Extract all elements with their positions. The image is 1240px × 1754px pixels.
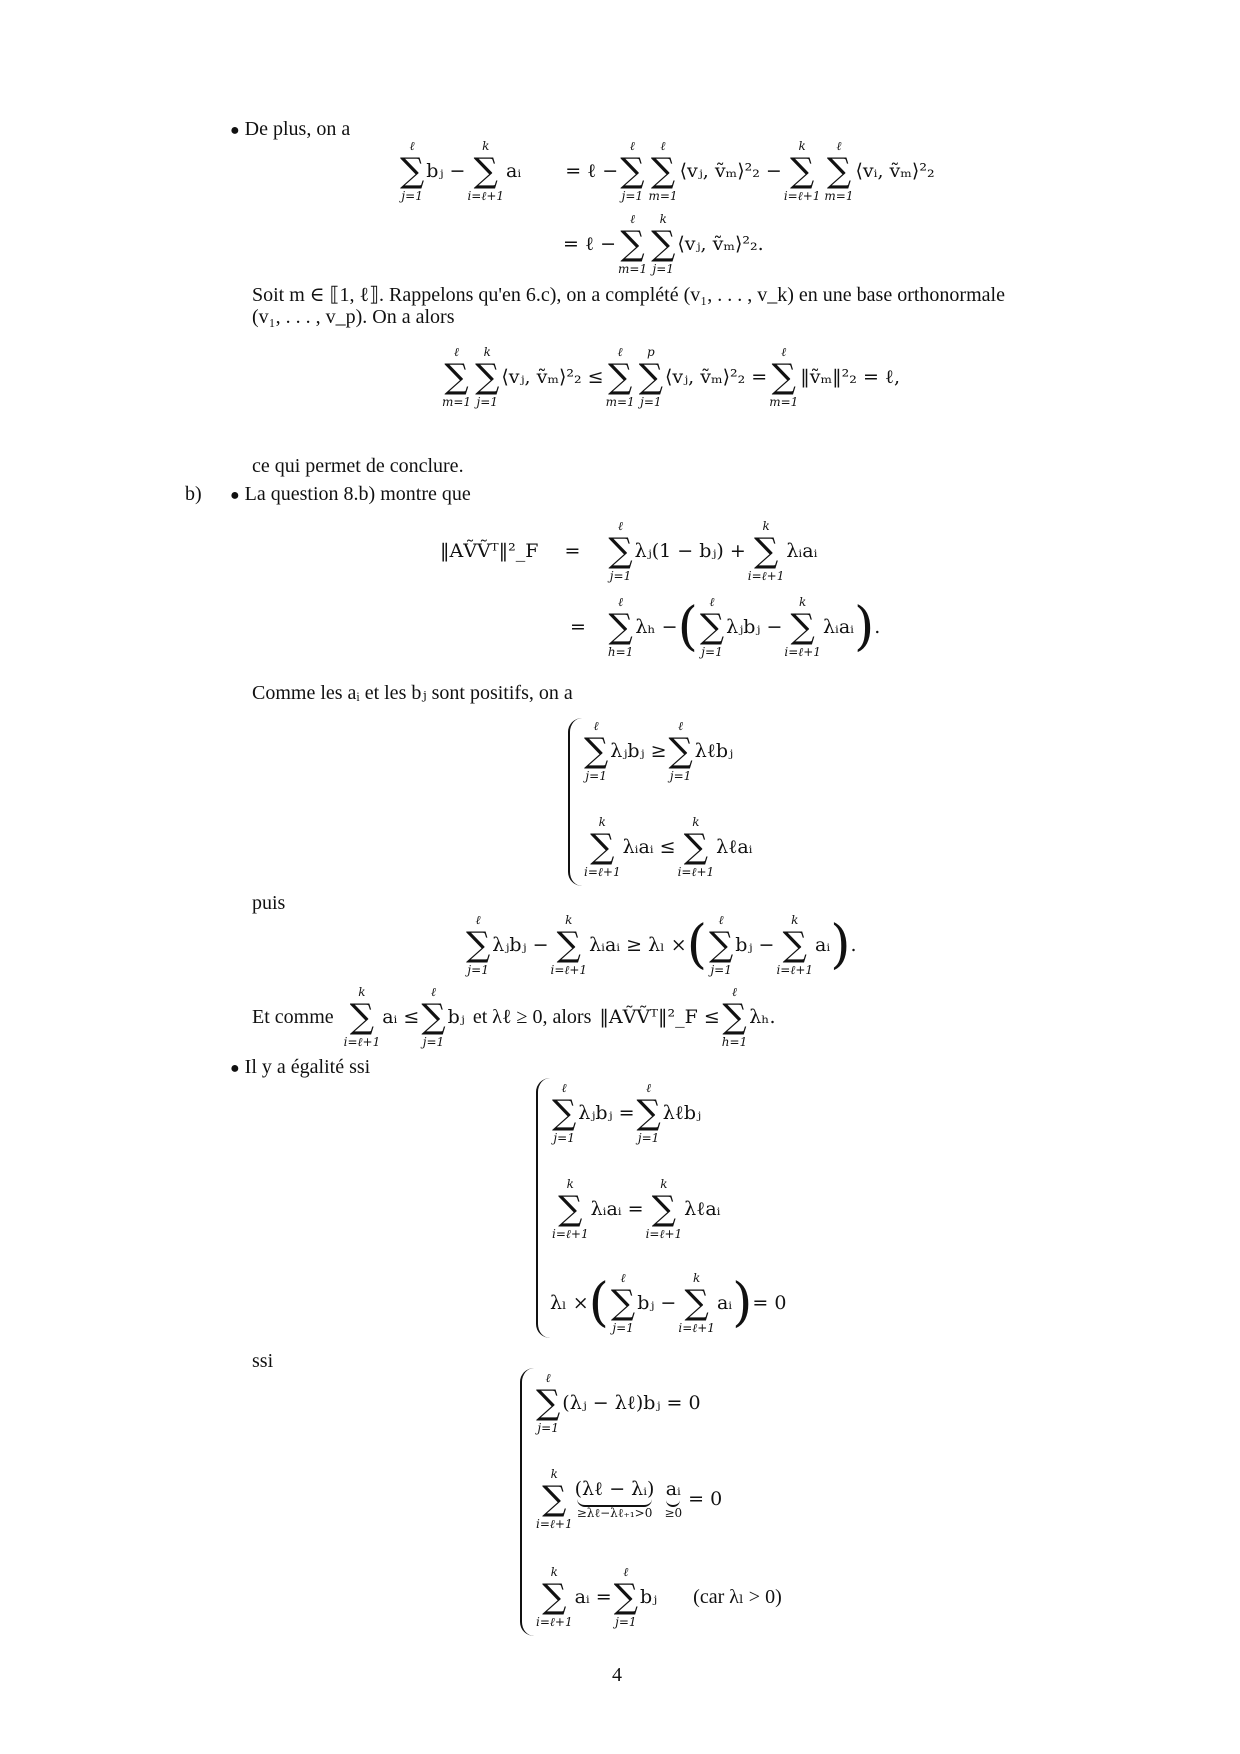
math-text: λⱼbⱼ − xyxy=(726,615,783,638)
system-3-row-2 xyxy=(534,1468,722,1530)
left-brace xyxy=(568,718,582,886)
conclure-text: ce qui permet de conclure. xyxy=(252,455,464,477)
right-paren: ) xyxy=(853,597,875,657)
sum-operator: ℓ ∑ j=1 xyxy=(668,719,693,783)
bullet-1: ● De plus, on a xyxy=(230,118,351,140)
sum-operator: ℓ ∑ h=1 xyxy=(607,595,634,659)
math-text: λᵢaᵢ ≥ λₗ × xyxy=(589,933,687,956)
math-text: λⱼbⱼ = xyxy=(578,1101,635,1124)
sum-operator: ℓ ∑ j=1 xyxy=(610,1271,636,1335)
page-number: 4 xyxy=(612,1664,622,1686)
math-text: λℓaᵢ xyxy=(684,1197,721,1220)
puis-text: puis xyxy=(252,892,286,914)
right-paren: ) xyxy=(732,1273,753,1333)
math-text: ‖AṼṼᵀ‖²_F ≤ xyxy=(599,1005,720,1028)
sum-operator: ℓ ∑ m=1 xyxy=(824,139,854,203)
sum-operator: ℓ ∑ j=1 xyxy=(466,913,491,977)
math-text: (λⱼ − λℓ)bⱼ = 0 xyxy=(562,1391,701,1414)
left-paren: ( xyxy=(686,915,708,975)
math-text: aᵢ ≤ xyxy=(382,1005,420,1028)
math-text: ⟨vⱼ, ṽₘ⟩²₂ = xyxy=(664,365,768,388)
math-text: ⟨vⱼ, ṽₘ⟩²₂ − xyxy=(679,159,782,182)
sum-operator: ℓ ∑ j=1 xyxy=(400,139,425,203)
math-text: aᵢ xyxy=(506,159,522,182)
sum-operator: k ∑ i=ℓ+1 xyxy=(536,1565,573,1629)
math-text: λᵢaᵢ xyxy=(822,615,854,638)
system-3-row-3 xyxy=(534,1566,782,1628)
right-paren: ) xyxy=(830,915,851,975)
sum-operator: ℓ ∑ j=1 xyxy=(608,519,633,583)
math-text: = 0 xyxy=(752,1291,787,1314)
math-text: λᵢaᵢ xyxy=(786,539,818,562)
sum-operator: ℓ ∑ j=1 xyxy=(613,1565,638,1629)
sum-operator: k ∑ i=ℓ+1 xyxy=(784,595,821,659)
equation-1-line-2 xyxy=(563,213,764,275)
sum-operator: ℓ ∑ m=1 xyxy=(648,139,678,203)
math-text: λℓbⱼ xyxy=(694,739,734,762)
left-brace xyxy=(520,1368,534,1636)
sum-operator: k ∑ i=ℓ+1 xyxy=(747,519,785,583)
math-text: (λℓ − λᵢ) xyxy=(574,1477,655,1500)
math-text: ‖AṼṼᵀ‖²_F xyxy=(440,539,539,562)
math-text: = xyxy=(570,615,586,638)
math-text: bⱼ xyxy=(447,1005,465,1028)
ssi-text: ssi xyxy=(252,1350,274,1372)
sum-operator: ℓ ∑ m=1 xyxy=(442,345,472,409)
sum-operator: ℓ ∑ j=1 xyxy=(620,139,645,203)
math-text: aᵢ xyxy=(815,933,831,956)
math-text: λℓaᵢ xyxy=(716,835,753,858)
math-text: λℓbⱼ xyxy=(662,1101,702,1124)
sum-operator: ℓ ∑ m=1 xyxy=(618,212,648,276)
bullet-1-text: De plus, on a xyxy=(244,118,351,140)
math-text: aᵢ = xyxy=(574,1585,612,1608)
system-2-row-2 xyxy=(550,1178,720,1240)
math-text: ⟨vⱼ, ṽₘ⟩²₂. xyxy=(677,232,764,255)
system-3-row-1 xyxy=(534,1372,701,1434)
left-paren: ( xyxy=(588,1273,609,1333)
math-text: ‖ṽₘ‖²₂ = ℓ, xyxy=(800,365,901,388)
math-text: aᵢ xyxy=(716,1291,733,1314)
math-text: λₕ. xyxy=(749,1005,776,1028)
sum-operator: ℓ ∑ h=1 xyxy=(721,985,748,1049)
sum-operator: ℓ ∑ j=1 xyxy=(536,1371,561,1435)
bullet-3: ● Il y a égalité ssi xyxy=(230,1056,371,1078)
math-text: ⟨vᵢ, ṽₘ⟩²₂ xyxy=(855,159,935,182)
underbrace-label: ≥0 xyxy=(664,1505,683,1520)
math-text: ⟨vⱼ, ṽₘ⟩²₂ ≤ xyxy=(501,365,604,388)
sum-operator: ℓ ∑ j=1 xyxy=(709,913,734,977)
sum-operator: k ∑ j=1 xyxy=(651,212,676,276)
system-2-row-3 xyxy=(550,1272,786,1334)
et-comme-line xyxy=(252,986,776,1048)
sum-operator: k ∑ i=ℓ+1 xyxy=(467,139,505,203)
sum-operator: k ∑ j=1 xyxy=(475,345,500,409)
bullet-2: ● La question 8.b) montre que xyxy=(230,483,471,505)
soit-line-2: (v₁, . . . , v_p). On a alors xyxy=(252,306,455,328)
math-text: = 0 xyxy=(688,1488,723,1510)
equation-1-line-1 xyxy=(398,140,935,202)
sum-operator: p ∑ j=1 xyxy=(638,345,663,409)
math-text: λᵢaᵢ = xyxy=(590,1197,644,1220)
sum-operator: ℓ ∑ j=1 xyxy=(421,985,446,1049)
left-brace xyxy=(536,1078,550,1338)
norm-equation-line-1 xyxy=(440,520,817,582)
math-text: = ℓ − xyxy=(563,232,617,255)
sum-operator: k ∑ i=ℓ+1 xyxy=(584,815,621,879)
part-b-label: b) xyxy=(185,483,202,505)
sum-operator: k ∑ i=ℓ+1 xyxy=(343,985,381,1049)
math-text: = ℓ − xyxy=(565,159,619,182)
underbrace-label: ≥λℓ−λℓ₊₁>0 xyxy=(576,1505,653,1520)
math-text: λⱼbⱼ − xyxy=(492,933,549,956)
math-text: λⱼ(1 − bⱼ) + xyxy=(634,539,746,562)
sum-operator: k ∑ i=ℓ+1 xyxy=(678,1271,715,1335)
math-text: bⱼ xyxy=(639,1585,658,1608)
underbrace-ai xyxy=(664,1477,683,1520)
math-text: bⱼ − xyxy=(426,159,466,182)
soit-line-1: Soit m ∈ ⟦1, ℓ⟧. Rappelons qu'en 6.c), on a complété (v₁, . . . , v_k) en une base orthonormale xyxy=(252,284,1005,306)
sum-operator: k ∑ i=ℓ+1 xyxy=(645,1177,683,1241)
car-text: (car λₗ > 0) xyxy=(693,1586,782,1608)
sum-operator: ℓ ∑ m=1 xyxy=(769,345,799,409)
norm-equation-line-2: = ℓ ∑ h=1 λₕ − ( ℓ ∑ j=1 λⱼbⱼ − k ∑ i=ℓ+1 λᵢaᵢ ) . xyxy=(570,595,881,659)
math-text: bⱼ − xyxy=(735,933,775,956)
bullet-2-text: La question 8.b) montre que xyxy=(244,483,471,505)
bullet-3-text: Il y a égalité ssi xyxy=(244,1056,371,1078)
sum-operator: k ∑ i=ℓ+1 xyxy=(552,1177,589,1241)
sum-operator: k ∑ i=ℓ+1 xyxy=(783,139,821,203)
sum-operator: ℓ ∑ j=1 xyxy=(699,595,725,659)
underbrace-lambda-diff xyxy=(574,1477,655,1520)
math-text: λₕ − xyxy=(635,615,678,638)
sum-operator: k ∑ i=ℓ+1 xyxy=(550,913,588,977)
sum-operator: ℓ ∑ j=1 xyxy=(636,1081,661,1145)
math-text: = xyxy=(564,539,581,562)
left-paren: ( xyxy=(677,597,698,657)
system-2-row-1 xyxy=(550,1082,701,1144)
math-text: λᵢaᵢ ≤ xyxy=(622,835,676,858)
inequality-orthonormal xyxy=(440,346,900,408)
sum-operator: ℓ ∑ j=1 xyxy=(584,719,609,783)
sum-operator: k ∑ i=ℓ+1 xyxy=(536,1467,573,1531)
math-text: aᵢ xyxy=(665,1477,681,1500)
math-text: λⱼbⱼ ≥ xyxy=(610,739,667,762)
math-text: λₗ × xyxy=(550,1291,589,1314)
system-1-row-2 xyxy=(582,816,752,878)
sum-operator: k ∑ i=ℓ+1 xyxy=(776,913,814,977)
et-comme-mid: et λℓ ≥ 0, alors xyxy=(472,1006,592,1028)
sum-operator: ℓ ∑ j=1 xyxy=(552,1081,577,1145)
sum-operator: ℓ ∑ m=1 xyxy=(605,345,635,409)
sum-operator: k ∑ i=ℓ+1 xyxy=(677,815,715,879)
math-text: bⱼ − xyxy=(637,1291,677,1314)
puis-equation: ℓ ∑ j=1 λⱼbⱼ − k ∑ i=ℓ+1 λᵢaᵢ ≥ λₗ × ( ℓ ∑ j=1 bⱼ − k ∑ i=ℓ+1 aᵢ ) . xyxy=(466,913,857,977)
comme-text: Comme les aᵢ et les bⱼ sont positifs, on a xyxy=(252,682,573,704)
et-comme-prefix: Et comme xyxy=(252,1006,334,1028)
system-1-row-1 xyxy=(582,720,733,782)
